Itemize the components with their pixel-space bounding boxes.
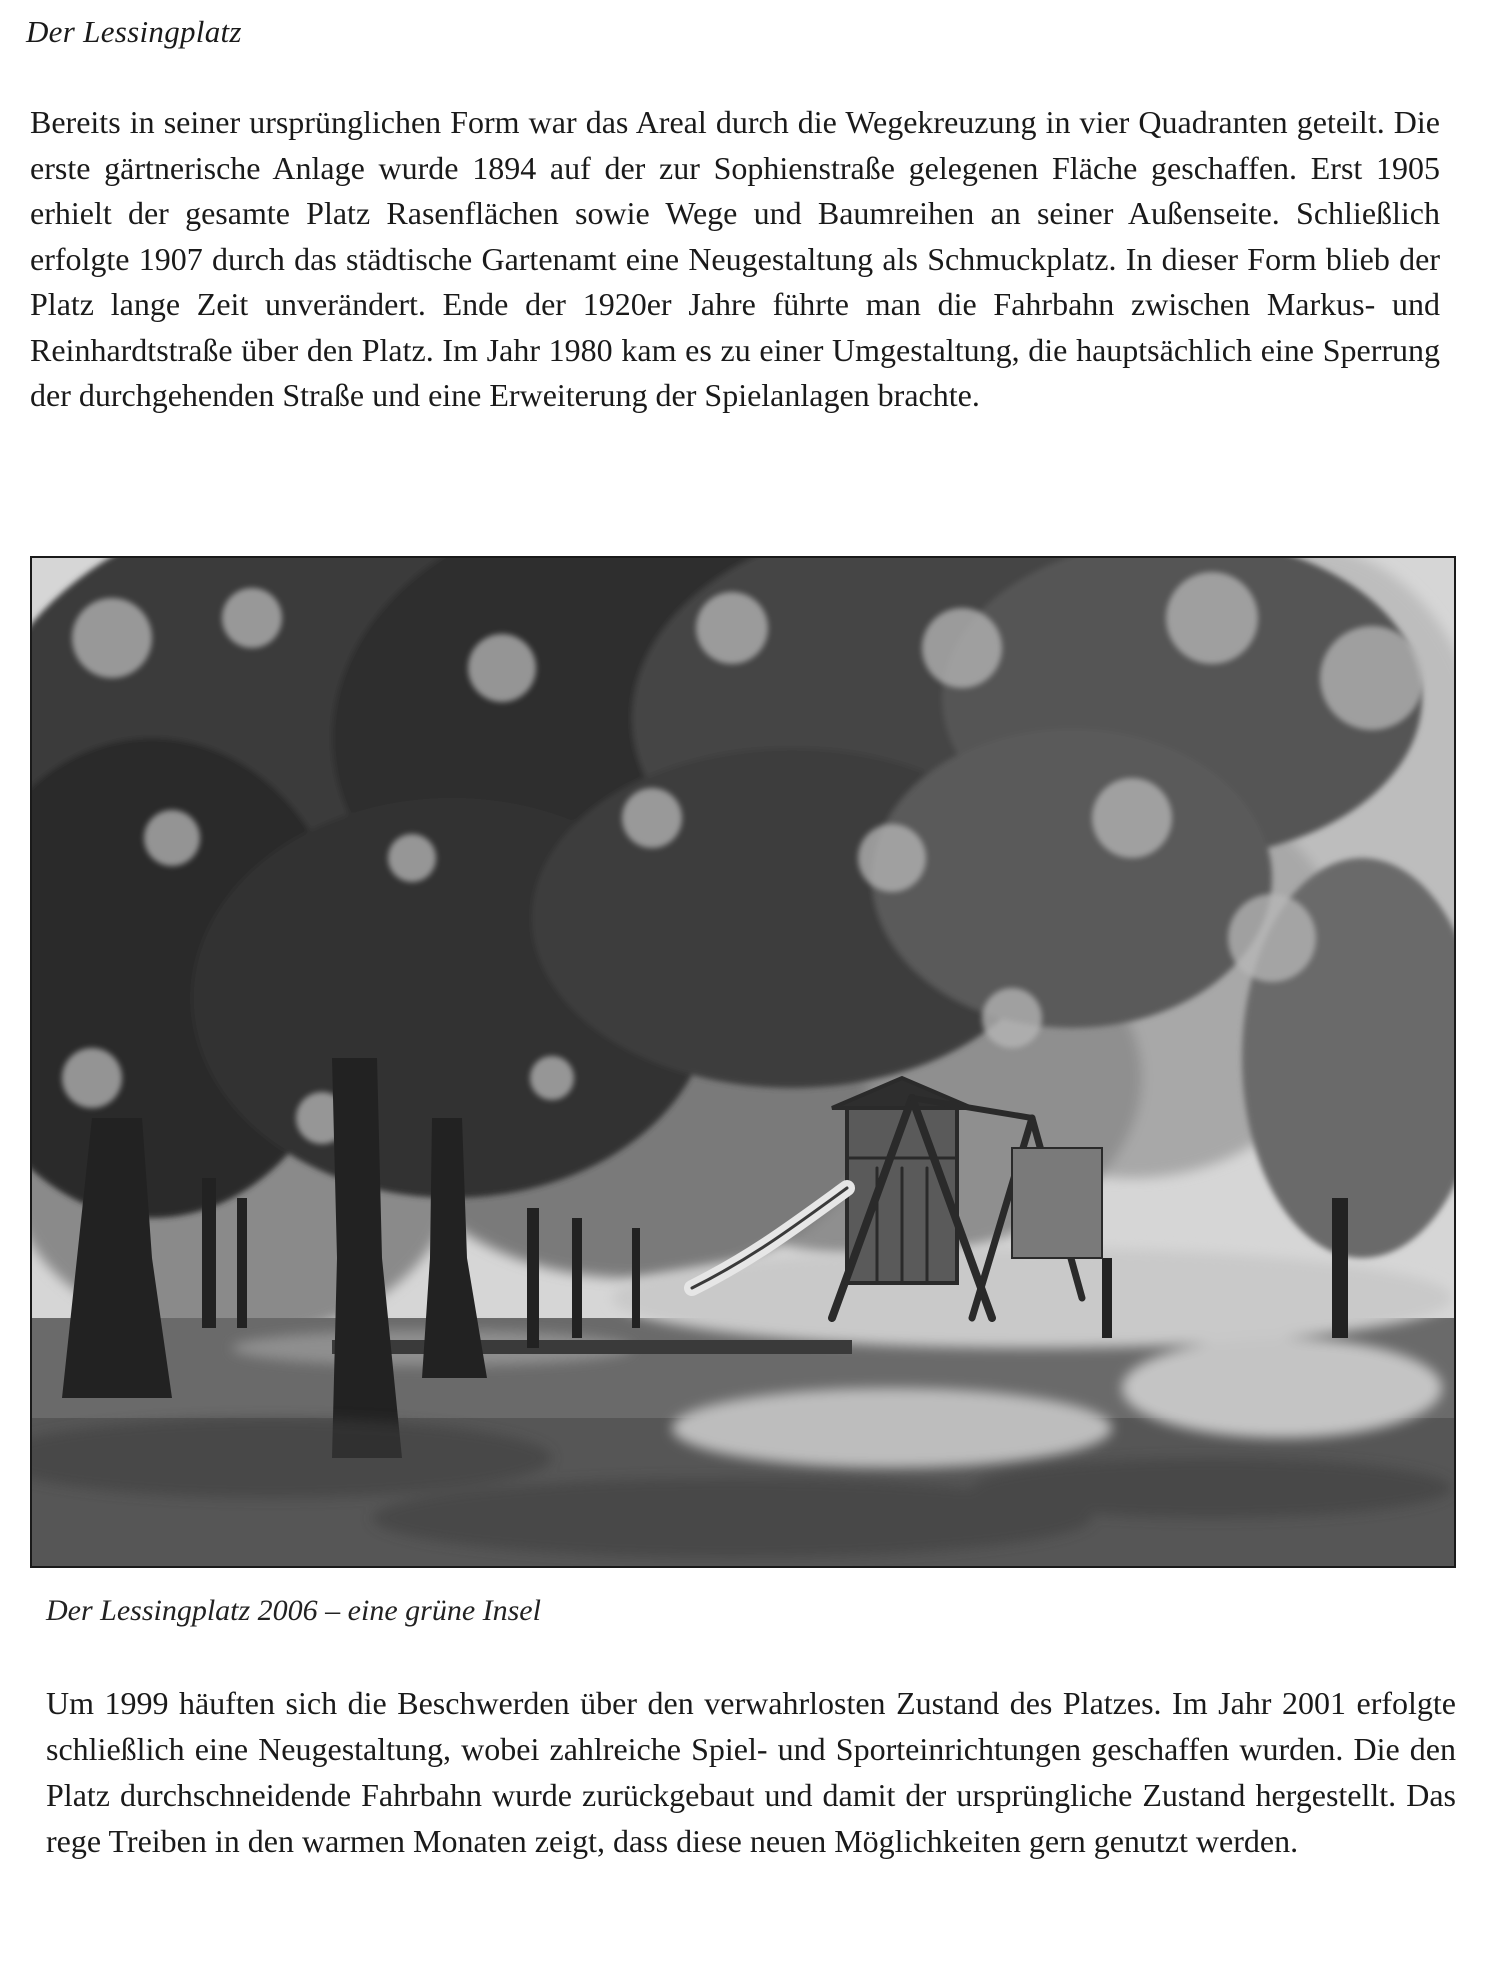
photo-caption: Der Lessingplatz 2006 – eine grüne Insel [46,1594,541,1627]
park-photo-icon [32,558,1454,1566]
park-photo [30,556,1456,1568]
paragraph-history: Bereits in seiner ursprünglichen Form war das Areal durch die Wegekreuzung in vier Quadranten geteilt. Die erste gärtnerische Anlage wurde 1894 auf der zur Sophienstraße gelegenen Fläche geschaffen. Erst 1905 erhielt der gesamte Platz Rasenflächen sowie Wege und Baumreihen an seiner Außenseite. Schließlich erfolgte 1907 durch das städtische Gartenamt eine Neugestaltung als Schmuckplatz. In dieser Form blieb der Platz lange Zeit unverändert. Ende der 1920er Jahre führte man die Fahrbahn zwischen Markus- und Reinhardtstraße über den Platz. Im Jahr 1980 kam es zu einer Umgestaltung, die hauptsächlich eine Sperrung der durchgehenden Straße und eine Erweiterung der Spielanlagen brachte. [30,104,1440,413]
page-heading: Der Lessingplatz [26,14,242,49]
paragraph-renovation: Um 1999 häuften sich die Beschwerden über den verwahrlosten Zustand des Platzes. Im Jahr 2001 erfolgte schließlich eine Neugestaltung, wobei zahlreiche Spiel- und Sporteinrichtungen geschaffen wurden. Die den Platz durchschneidende Fahrbahn wurde zurückgebaut und damit der ursprüngliche Zustand hergestellt. Das rege Treiben in den warmen Monaten zeigt, dass diese neuen Möglichkeiten gern genutzt werden. [46,1685,1456,1859]
